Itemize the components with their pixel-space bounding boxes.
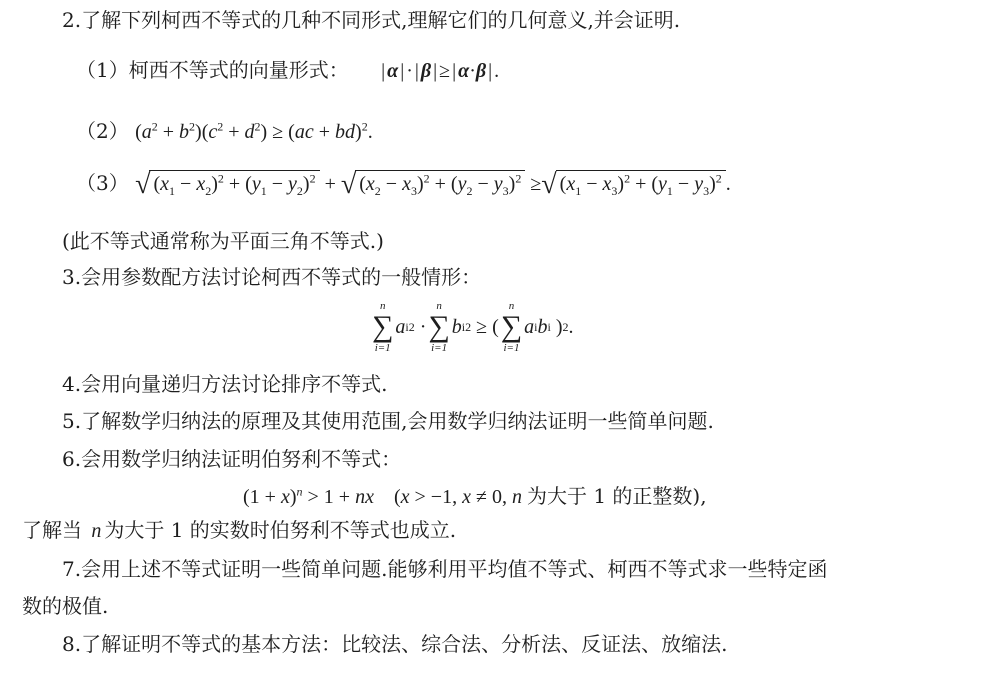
- item-2-3-label: （3）: [76, 171, 129, 195]
- item-2-2-label: （2）: [76, 119, 129, 143]
- item-3: 3.会用参数配方法讨论柯西不等式的一般情形：: [62, 265, 482, 289]
- bernoulli-condition-text: 为大于 1 的正整数),: [526, 484, 707, 508]
- item-2-1: [76, 57, 499, 84]
- item-2: 2.了解下列柯西不等式的几种不同形式,理解它们的几何意义,并会证明.: [62, 8, 681, 32]
- item-note: (此不等式通常称为平面三角不等式.): [62, 229, 384, 253]
- formula-general-cauchy: n ∑ i=1 a i 2 · n ∑ i=1 b i 2 ≥ ( n ∑ i=1 a i b i ) 2 .: [372, 300, 574, 354]
- formula-algebraic-cauchy: $(a^2 + b^2)(c^2 + d^2) \ge (ac + bd)^2$.: [135, 119, 373, 143]
- item-2-3: [76, 170, 731, 198]
- item-6-tail-pre: 了解当: [22, 518, 82, 542]
- item-8: 8.了解证明不等式的基本方法：比较法、综合法、分析法、反证法、放缩法.: [62, 632, 728, 656]
- item-7: 7.会用上述不等式证明一些简单问题.能够利用平均值不等式、柯西不等式求一些特定函: [62, 557, 828, 581]
- item-5: 5.了解数学归纳法的原理及其使用范围,会用数学归纳法证明一些简单问题.: [62, 409, 714, 433]
- item-2-1-label: （1）柯西不等式的向量形式：: [76, 58, 349, 82]
- item-6-tail: 了解当 n 为大于 1 的实数时伯努利不等式也成立.: [22, 518, 457, 542]
- item-4: 4.会用向量递归方法讨论排序不等式.: [62, 372, 388, 396]
- item-2-2: [76, 118, 373, 145]
- formula-bernoulli: $(1 + x)^n > 1$ + nx (x > −1, x ≠ 0, n 为大于 1 的正整数),: [243, 484, 707, 508]
- item-6-tail-text: 为大于 1 的实数时伯努利不等式也成立.: [104, 518, 457, 542]
- item-7-cont: 数的极值.: [22, 594, 109, 618]
- formula-vector-cauchy: | α | · | β | ≥ | α·β | .: [381, 60, 500, 82]
- item-6: 6.会用数学归纳法证明伯努利不等式：: [62, 447, 402, 471]
- formula-triangle-inequality: √ $(x_1 - x_2)^2 + (y_1 - y_2)^2$ + √ $(x_2 - x_3)^2 + (y_2 - y_3)^2$ ≥√ $(x_1 - x_3)^2 + (y_1 - y_3)^2$ .: [135, 169, 731, 200]
